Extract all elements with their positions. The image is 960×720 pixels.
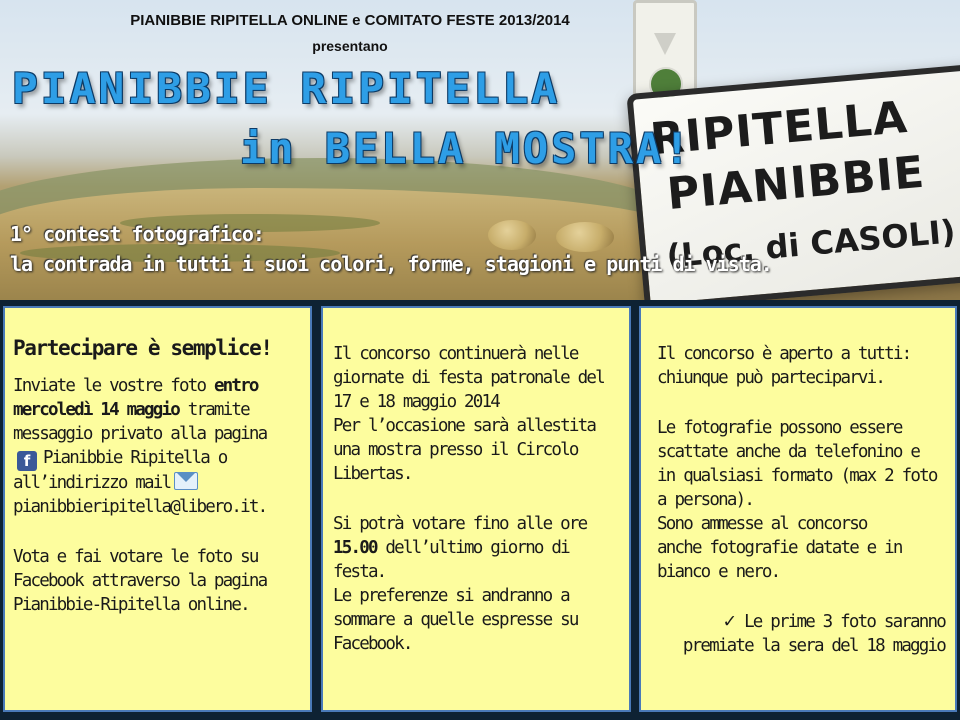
panel3-line: chiunque può parteciparvi.	[657, 368, 885, 388]
hay-bale	[488, 220, 536, 250]
panel1-line	[13, 374, 304, 398]
panel-how-to-participate	[3, 306, 312, 712]
page-title-line2: in BELLA MOSTRA!	[240, 124, 693, 173]
text: Le prime 3 foto saranno	[735, 612, 945, 632]
email-address: pianibbieripitella@libero.it.	[13, 497, 267, 517]
panel1-line: messaggio privato alla pagina	[13, 424, 267, 444]
text: Inviate le vostre foto	[13, 376, 214, 396]
panel3-line: scattate anche da telefonino e	[657, 442, 920, 462]
deadline-bold: entro	[213, 376, 258, 396]
presenter-line: PIANIBBIE RIPITELLA ONLINE e COMITATO FESTE 2013/2014	[130, 12, 570, 29]
panel2-line: Facebook.	[333, 634, 412, 654]
presenter-sub: presentano	[312, 38, 388, 54]
sign-line-ripitella: RIPITELLA	[648, 91, 910, 166]
panel1-line	[13, 471, 304, 495]
panel3-line: a persona).	[657, 490, 754, 510]
panel2-line: sommare a quelle espresse su	[333, 610, 578, 630]
panel3-line: Il concorso è aperto a tutti:	[657, 344, 911, 364]
text: tramite	[178, 400, 249, 420]
mail-icon	[174, 472, 198, 490]
panel2-line: Le preferenze si andranno a	[333, 586, 569, 606]
panel1-line: Facebook attraverso la pagina	[13, 571, 267, 591]
panel2-line: Libertas.	[333, 464, 412, 484]
panel3-line: Le fotografie possono essere	[657, 418, 902, 438]
panel2-line: Si potrà votare fino alle ore	[333, 514, 587, 534]
panel-rules	[639, 306, 957, 712]
panel1-line: Pianibbie-Ripitella online.	[13, 595, 249, 615]
panel1-line: Vota e fai votare le foto su	[13, 547, 258, 567]
checkmark-icon: ✓	[722, 612, 736, 632]
page-title-line1: PIANIBBIE RIPITELLA	[12, 64, 561, 113]
facebook-page-name: Pianibbie Ripitella o	[43, 448, 227, 468]
panel2-line: Il concorso continuerà nelle	[333, 344, 578, 364]
panel1-line	[13, 446, 304, 471]
panel1-title: Partecipare è semplice!	[13, 336, 272, 360]
prize-note-date: premiate la sera del 18 maggio	[682, 636, 945, 656]
deadline-date: mercoledì 14 maggio	[13, 400, 179, 420]
text: all’indirizzo mail	[13, 473, 171, 493]
panel2-line: Per l’occasione sarà allestita	[333, 416, 596, 436]
text: dell’ultimo giorno di	[376, 538, 569, 558]
sign-line-casoli: (Loc. di CASOLI)	[665, 212, 957, 276]
panel3-line: in qualsiasi formato (max 2 foto	[657, 466, 937, 486]
panel1-line	[13, 398, 304, 422]
panel2-line: giornate di festa patronale del	[333, 368, 604, 388]
hay-bale	[556, 222, 614, 252]
header-banner	[0, 0, 960, 300]
prize-note	[657, 610, 947, 634]
vote-time: 15.00	[333, 538, 377, 558]
facebook-icon: f	[17, 451, 37, 471]
panel3-line: Sono ammesse al concorso	[657, 514, 867, 534]
panel3-line: anche fotografie datate e in	[657, 538, 902, 558]
contest-subheading: la contrada in tutti i suoi colori, forme, stagioni e punti di vista.	[10, 252, 772, 276]
panel2-line: festa.	[333, 562, 386, 582]
sign-line-pianibbie: PIANIBBIE	[665, 146, 927, 221]
panel2-line: una mostra presso il Circolo	[333, 440, 578, 460]
panel2-line	[333, 536, 621, 560]
panel3-line: bianco e nero.	[657, 562, 780, 582]
panel-festival-info	[321, 306, 631, 712]
panel2-line: 17 e 18 maggio 2014	[333, 392, 499, 412]
contest-heading: 1° contest fotografico:	[10, 222, 264, 246]
